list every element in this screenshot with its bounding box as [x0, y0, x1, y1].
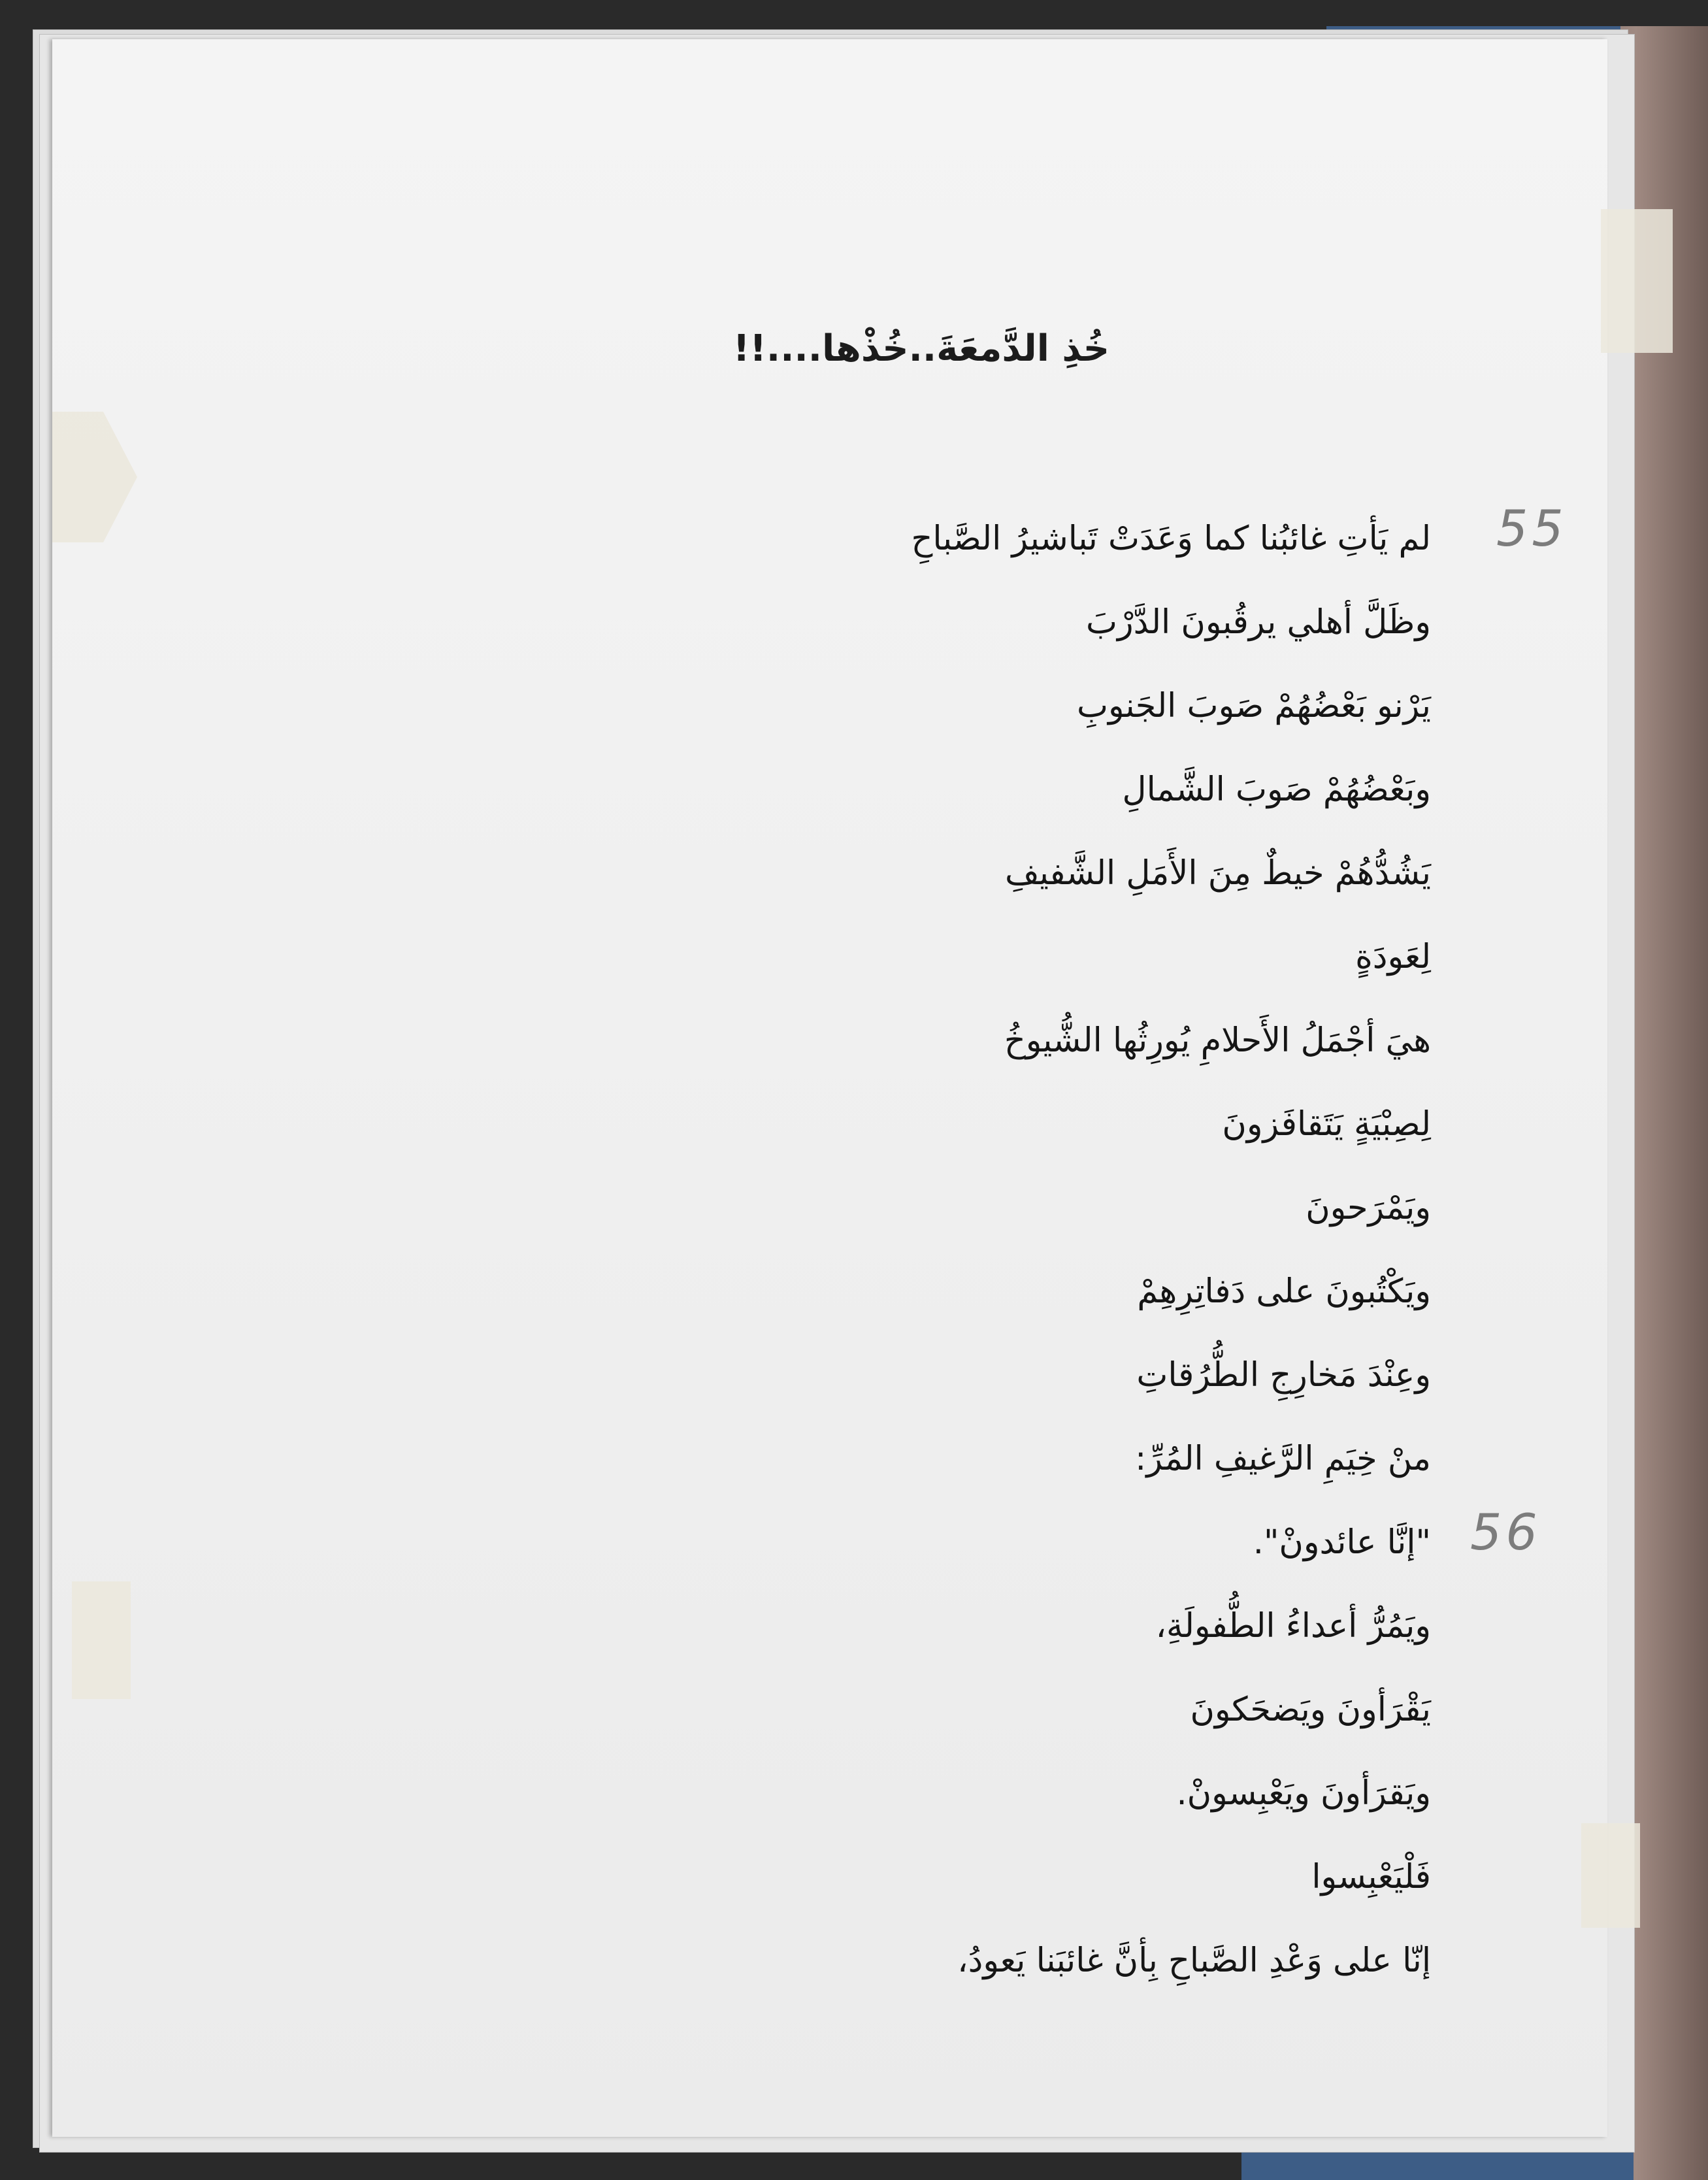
poem-line: ويَقرَأونَ ويَعْبِسونْ. [1176, 1774, 1431, 1813]
poem-body [771, 503, 1431, 2009]
poem-line: وعِنْدَ مَخارِجِ الطُّرُقاتِ [1136, 1356, 1431, 1395]
poem-line: يَشُدُّهُمْ خيطٌ مِنَ الأَمَلِ الشَّفيفِ [1005, 854, 1431, 893]
poem-line: وبَعْضُهُمْ صَوبَ الشَّمالِ [1122, 770, 1431, 809]
poem-line: إنّا على وَعْدِ الصَّباحِ بِأنَّ غائبَنا يَعودُ، [957, 1941, 1431, 1980]
poem-title: خُذِ الدَّمعَةَ..خُذْها....!! [732, 327, 1110, 370]
poem-line: لم يَأتِ غائبُنا كما وَعَدَتْ تَباشيرُ الصَّباحِ [911, 520, 1431, 558]
poem-line: ويَمُرُّ أعداءُ الطُّفولَةِ، [1155, 1607, 1431, 1645]
tape-strip-left-bottom [72, 1581, 131, 1699]
tape-strip-right-bottom [1581, 1823, 1640, 1928]
poem-line: يَرْنو بَعْضُهُمْ صَوبَ الجَنوبِ [1076, 687, 1431, 725]
tape-strip-right-top [1601, 209, 1673, 353]
handwritten-page-number: 55 [1496, 499, 1568, 557]
poem-line: "إنَّا عائدونْ". [1253, 1523, 1431, 1562]
poem-line: يَقْرَأونَ ويَضحَكونَ [1190, 1691, 1431, 1729]
poem-line: هيَ أجْمَلُ الأَحلامِ يُورِثُها الشُّيوخُ [1004, 1021, 1431, 1060]
poem-line: منْ خِيَمِ الرَّغيفِ المُرِّ: [1135, 1440, 1431, 1478]
poem-line: لِعَودَةٍ [1355, 938, 1431, 976]
poem-line: ويَمْرَحونَ [1306, 1189, 1431, 1227]
poem-line: لِصِبْيَةٍ يَتَقافَزونَ [1222, 1105, 1431, 1144]
handwritten-page-number: 56 [1470, 1503, 1541, 1561]
poem-line: ويَكْتُبونَ على دَفاتِرِهِمْ [1137, 1272, 1431, 1311]
poem-line: وظَلَّ أهلي يرقُبونَ الدَّرْبَ [1086, 603, 1431, 642]
poem-line: فَلْيَعْبِسوا [1311, 1858, 1431, 1896]
